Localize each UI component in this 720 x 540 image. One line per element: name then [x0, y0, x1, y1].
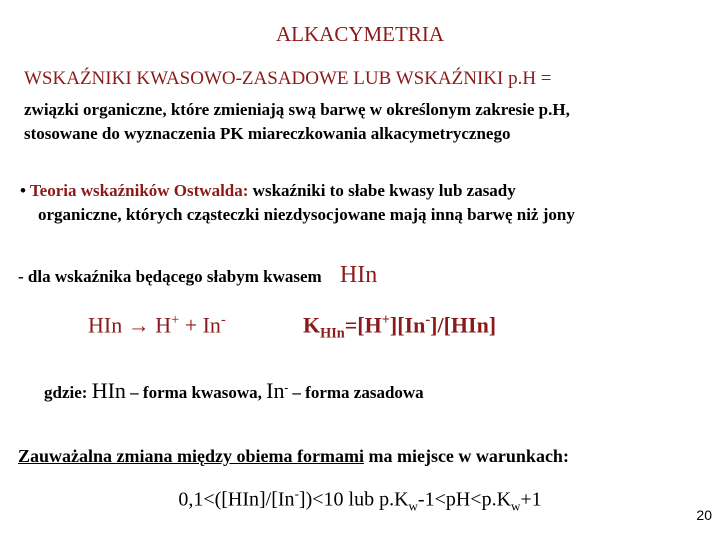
condition-part-4: +1 — [520, 488, 542, 511]
k-expr-sup-2: - — [425, 312, 431, 328]
condition-sub-1: w — [408, 498, 418, 514]
condition-sup-1: - — [294, 486, 299, 501]
equation-h: H — [155, 312, 172, 338]
observable-underlined: Zauważalna zmiana między obiema formami — [18, 446, 364, 466]
definition-line-2: stosowane do wyznaczenia PK miareczkowania alkacymetrycznego — [24, 124, 511, 143]
page-title: ALKACYMETRIA — [276, 22, 444, 46]
gdzie-base-text: – forma zasadowa — [292, 383, 424, 402]
condition-formula — [0, 486, 720, 515]
dissociation-equation — [88, 312, 226, 338]
k-subscript: HIn — [320, 325, 345, 342]
gdzie-label: gdzie: — [44, 383, 88, 402]
equation-in: In — [202, 312, 221, 338]
condition-part-2: ])<10 lub p.K — [298, 488, 409, 511]
condition-sub-2: w — [511, 498, 521, 514]
gdzie-acid-text: – forma kwasowa, — [130, 383, 262, 402]
weak-acid-symbol: HIn — [339, 262, 378, 288]
equation-in-charge: - — [220, 312, 226, 328]
weak-acid-text: - dla wskaźnika będącego słabym kwasem — [18, 267, 322, 286]
page-number: 20 — [696, 507, 712, 523]
equation-lhs: HIn — [88, 312, 123, 338]
observable-rest: ma miejsce w warunkach: — [368, 446, 569, 466]
k-expr-1: =[H — [344, 312, 382, 338]
gdzie-in-charge: - — [284, 382, 289, 395]
k-expr-sup-1: + — [381, 312, 390, 328]
condition-part-1: 0,1<([HIn]/[In — [178, 488, 295, 511]
bullet-marker: • — [20, 181, 26, 200]
k-expr-2: ][In — [389, 312, 426, 338]
arrow-icon: → — [127, 312, 150, 338]
gdzie-hin: HIn — [91, 378, 126, 403]
definition-line-1: związki organiczne, które zmieniają swą barwę w określonym zakresie p.H, — [24, 100, 570, 119]
gdzie-line — [44, 378, 424, 404]
gdzie-in: In — [266, 378, 285, 403]
ostwald-theory-line-2: organiczne, których cząsteczki niezdysocjowane mają inną barwę niż jony — [38, 205, 575, 224]
observable-change-line — [18, 446, 569, 467]
weak-acid-line — [18, 262, 377, 289]
k-symbol: K — [303, 312, 321, 338]
k-expr-3: ]/[HIn] — [430, 312, 497, 338]
ostwald-theory-line-1 — [20, 181, 516, 201]
ostwald-theory-text: wskaźniki to słabe kwasy lub zasady — [252, 181, 516, 200]
equation-h-charge: + — [171, 312, 180, 328]
equation-plus: + — [184, 312, 198, 338]
equilibrium-constant — [303, 312, 496, 343]
ostwald-theory-label: Teoria wskaźników Ostwalda: — [29, 181, 249, 200]
condition-part-3: -1<pH<p.K — [417, 488, 512, 511]
definition-heading: WSKAŹNIKI KWASOWO-ZASADOWE LUB WSKAŹNIKI p.H = — [24, 68, 552, 89]
